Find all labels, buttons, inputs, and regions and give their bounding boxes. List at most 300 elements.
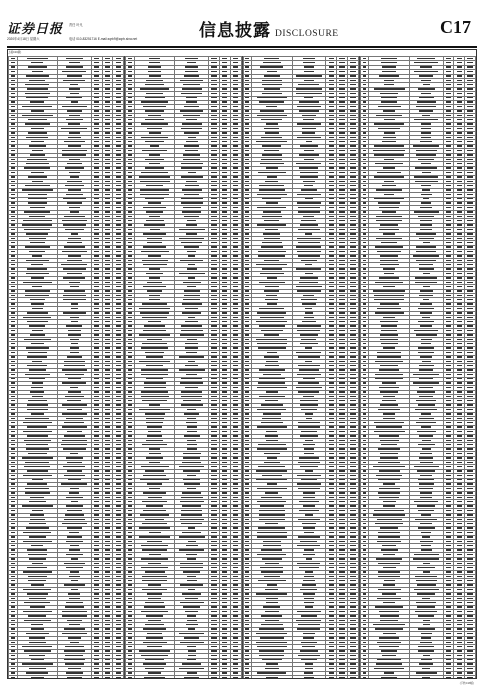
cell-text-mark [11,615,15,616]
cell-text-mark [149,58,161,59]
cell-text-mark [187,646,196,647]
cell-text-mark [211,391,216,392]
cell-text-mark [105,123,110,124]
cell-text-mark [11,80,15,81]
cell-text-mark [233,167,238,168]
cell-text-mark [94,396,99,397]
cell-text-mark [94,330,99,331]
cell-text-mark [31,62,43,63]
page-number: C17 [440,17,471,37]
cell-text-mark [94,110,99,111]
cell-text-mark [339,88,344,89]
cell-text-mark [128,409,132,410]
cell-text-mark [211,435,216,436]
cell-text-mark [23,282,52,283]
cell-text-mark [29,637,45,638]
cell-text-mark [144,224,165,225]
cell-text-mark [233,404,238,405]
cell-text-mark [116,216,121,217]
cell-text-mark [11,356,15,357]
cell-text-mark [105,523,110,524]
cell-text-mark [105,541,110,542]
cell-text-mark [233,295,238,296]
cell-text-mark [128,207,132,208]
cell-text-mark [116,123,121,124]
cell-text-mark [116,571,121,572]
cell-text-mark [245,119,249,120]
cell-text-mark [11,330,15,331]
cell-text-mark [65,229,84,230]
cell-text-mark [65,606,84,607]
cell-text-mark [65,646,84,647]
cell-text-mark [183,282,201,283]
cell-text-mark [128,110,132,111]
cell-text-mark [296,88,322,89]
cell-text-mark [105,352,110,353]
cell-text-mark [339,62,344,63]
cell-text-mark [222,339,227,340]
cell-text-mark [303,62,315,63]
cell-text-mark [94,308,99,309]
cell-text-mark [24,211,50,212]
cell-text-mark [11,611,15,612]
cell-text-mark [211,352,216,353]
cell-text-mark [128,290,132,291]
cell-text-mark [329,84,334,85]
cell-text-mark [116,145,121,146]
cell-text-mark [116,584,121,585]
cell-text-mark [116,523,121,524]
cell-text-mark [94,558,99,559]
cell-text-mark [94,106,99,107]
cell-text-mark [94,514,99,515]
cell-text-mark [66,66,83,67]
cell-text-mark [94,273,99,274]
cell-text-mark [116,115,121,116]
cell-text-mark [188,137,196,138]
cell-text-mark [94,233,99,234]
cell-text-mark [233,115,238,116]
cell-text-mark [116,470,121,471]
cell-text-mark [263,62,281,63]
cell-text-mark [187,444,197,445]
cell-text-mark [64,365,85,366]
cell-text-mark [11,492,15,493]
cell-text-mark [128,536,132,537]
cell-text-mark [128,347,132,348]
cell-text-mark [32,510,43,511]
cell-text-mark [11,545,15,546]
cell-text-mark [105,115,110,116]
cell-text-mark [11,185,15,186]
cell-text-mark [184,295,200,296]
newspaper-logo: 证券日报 [7,22,64,37]
cell-text-mark [183,400,201,401]
cell-text-mark [182,462,200,463]
cell-text-mark [105,132,110,133]
cell-text-mark [105,448,110,449]
cell-text-mark [62,251,87,252]
cell-text-mark [222,290,227,291]
cell-text-mark [184,435,200,436]
cell-text-mark [233,224,238,225]
cell-text-mark [105,277,110,278]
cell-text-mark [211,624,216,625]
cell-text-mark [183,606,200,607]
cell-text-mark [128,558,132,559]
cell-text-mark [94,409,99,410]
cell-text-mark [128,273,132,274]
cell-text-mark [233,251,238,252]
cell-text-mark [11,141,15,142]
cell-text-mark [27,435,48,436]
cell-text-mark [70,286,80,287]
cell-text-mark [105,426,110,427]
cell-text-mark [28,580,46,581]
cell-text-mark [181,325,202,326]
cell-text-mark [105,576,110,577]
cell-text-mark [211,211,216,212]
cell-text-mark [116,347,121,348]
cell-text-mark [143,663,165,664]
cell-text-mark [222,97,227,98]
cell-text-mark [11,321,15,322]
cell-text-mark [143,510,165,511]
cell-text-mark [147,238,162,239]
cell-text-mark [94,606,99,607]
cell-text-mark [11,576,15,577]
cell-text-mark [116,646,121,647]
cell-text-mark [11,396,15,397]
cell-text-mark [222,440,227,441]
cell-text-mark [128,264,132,265]
cell-text-mark [145,519,163,520]
cell-text-mark [180,260,204,261]
cell-text-mark [145,97,165,98]
cell-text-mark [148,584,161,585]
cell-text-mark [105,444,110,445]
cell-text-mark [222,273,227,274]
cell-text-mark [188,255,195,256]
cell-text-mark [182,663,201,664]
cell-text-mark [27,356,47,357]
cell-text-mark [222,352,227,353]
cell-text-mark [128,224,132,225]
cell-text-mark [26,444,48,445]
cell-text-mark [222,396,227,397]
cell-text-mark [26,137,48,138]
cell-text-mark [142,580,168,581]
cell-text-mark [211,242,216,243]
cell-text-mark [233,431,238,432]
cell-text-mark [105,466,110,467]
cell-text-mark [128,457,132,458]
cell-text-mark [30,497,44,498]
cell-text-mark [329,97,334,98]
cell-text-mark [141,396,169,397]
cell-text-mark [30,606,45,607]
cell-text-mark [211,650,216,651]
cell-text-mark [11,624,15,625]
cell-text-mark [233,413,238,414]
cell-text-mark [105,369,110,370]
cell-text-mark [128,172,132,173]
cell-text-mark [22,457,53,458]
cell-text-mark [211,321,216,322]
table-cell [58,676,92,678]
cell-text-mark [94,312,99,313]
cell-text-mark [25,123,49,124]
cell-text-mark [116,154,121,155]
cell-text-mark [128,444,132,445]
cell-text-mark [262,93,282,94]
cell-text-mark [264,128,279,129]
cell-text-mark [185,58,199,59]
cell-text-mark [233,260,238,261]
cell-text-mark [28,453,47,454]
cell-text-mark [94,589,99,590]
cell-text-mark [222,198,227,199]
cell-text-mark [29,238,46,239]
cell-text-mark [211,541,216,542]
cell-text-mark [222,145,227,146]
cell-text-mark [105,71,110,72]
cell-text-mark [187,580,197,581]
cell-text-mark [233,637,238,638]
cell-text-mark [105,624,110,625]
cell-text-mark [105,268,110,269]
cell-text-mark [211,659,216,660]
cell-text-mark [303,58,314,59]
cell-text-mark [329,101,334,102]
cell-text-mark [211,663,216,664]
cell-text-mark [94,400,99,401]
cell-text-mark [141,123,168,124]
table-row [126,676,241,678]
cell-text-mark [211,132,216,133]
cell-text-mark [350,75,355,76]
cell-text-mark [147,483,162,484]
cell-text-mark [233,589,238,590]
cell-text-mark [211,668,216,669]
cell-text-mark [11,541,15,542]
cell-text-mark [149,62,161,63]
cell-text-mark [181,497,203,498]
cell-text-mark [211,62,216,63]
cell-text-mark [143,330,165,331]
cell-text-mark [259,101,284,102]
cell-text-mark [211,563,216,564]
cell-text-mark [128,576,132,577]
cell-text-mark [11,453,15,454]
cell-text-mark [116,440,121,441]
cell-text-mark [148,255,161,256]
cell-text-mark [222,492,227,493]
cell-text-mark [29,80,45,81]
table-cell [134,676,174,678]
cell-text-mark [68,637,82,638]
cell-text-mark [116,545,121,546]
cell-text-mark [233,646,238,647]
cell-text-mark [105,374,110,375]
cell-text-mark [28,352,47,353]
cell-text-mark [70,453,78,454]
cell-text-mark [105,409,110,410]
cell-text-mark [257,115,287,116]
cell-text-mark [181,128,202,129]
cell-text-mark [350,66,355,67]
cell-text-mark [11,308,15,309]
cell-text-mark [128,84,132,85]
cell-text-mark [211,387,216,388]
cell-text-mark [185,343,197,344]
cell-text-mark [11,299,15,300]
cell-text-mark [27,365,47,366]
cell-text-mark [11,378,15,379]
cell-text-mark [233,330,238,331]
cell-text-mark [222,365,227,366]
cell-text-mark [211,567,216,568]
cell-text-mark [299,110,320,111]
cell-text-mark [116,413,121,414]
cell-text-mark [31,628,44,629]
cell-text-mark [245,123,249,124]
cell-text-mark [94,119,99,120]
cell-text-mark [185,150,198,151]
cell-text-mark [222,637,227,638]
cell-text-mark [116,181,121,182]
cell-text-mark [128,286,132,287]
cell-text-mark [149,462,161,463]
cell-text-mark [222,119,227,120]
cell-text-mark [66,418,82,419]
cell-text-mark [116,655,121,656]
cell-text-mark [94,181,99,182]
cell-text-mark [11,479,15,480]
cell-text-mark [222,624,227,625]
cell-text-mark [233,106,238,107]
cell-text-mark [128,194,132,195]
cell-text-mark [94,488,99,489]
cell-text-mark [30,514,44,515]
cell-text-mark [116,238,121,239]
cell-text-mark [94,238,99,239]
table-cell [91,676,102,678]
cell-text-mark [128,593,132,594]
cell-text-mark [68,593,80,594]
cell-text-mark [116,264,121,265]
cell-text-mark [179,369,205,370]
cell-text-mark [94,268,99,269]
cell-text-mark [31,624,43,625]
cell-text-mark [145,470,164,471]
cell-text-mark [105,75,110,76]
cell-text-mark [28,202,48,203]
cell-text-mark [148,563,160,564]
cell-text-mark [105,422,110,423]
cell-text-mark [211,325,216,326]
cell-text-mark [339,106,344,107]
cell-text-mark [11,483,15,484]
cell-text-mark [233,422,238,423]
cell-text-mark [233,497,238,498]
cell-text-mark [128,479,132,480]
cell-text-mark [128,216,132,217]
cell-text-mark [186,224,197,225]
cell-text-mark [233,317,238,318]
cell-text-mark [140,181,170,182]
cell-text-mark [27,470,48,471]
cell-text-mark [116,514,121,515]
cell-text-mark [61,444,87,445]
cell-text-mark [139,650,170,651]
cell-text-mark [143,286,166,287]
cell-text-mark [63,268,87,269]
cell-text-mark [139,527,170,528]
cell-text-mark [94,62,99,63]
cell-text-mark [11,334,15,335]
cell-text-mark [187,220,195,221]
cell-text-mark [23,431,52,432]
cell-text-mark [64,650,84,651]
cell-text-mark [179,536,205,537]
cell-text-mark [211,295,216,296]
cell-text-mark [146,80,163,81]
cell-text-mark [68,479,82,480]
cell-text-mark [128,523,132,524]
cell-text-mark [211,216,216,217]
cell-text-mark [143,246,167,247]
cell-text-mark [69,598,80,599]
cell-text-mark [222,382,227,383]
cell-text-mark [187,558,196,559]
cell-text-mark [211,167,216,168]
cell-text-mark [105,633,110,634]
cell-text-mark [128,668,132,669]
cell-text-mark [183,479,200,480]
cell-text-mark [145,198,163,199]
cell-text-mark [23,611,52,612]
cell-text-mark [30,154,45,155]
cell-text-mark [94,510,99,511]
cell-text-mark [181,391,202,392]
cell-text-mark [222,457,227,458]
cell-text-mark [23,571,52,572]
cell-text-mark [233,172,238,173]
cell-text-mark [211,558,216,559]
cell-text-mark [26,260,49,261]
cell-text-mark [128,501,132,502]
cell-text-mark [141,369,169,370]
cell-text-mark [211,519,216,520]
cell-text-mark [179,229,205,230]
cell-text-mark [233,505,238,506]
cell-text-mark [222,141,227,142]
cell-text-mark [105,589,110,590]
cell-text-mark [350,115,355,116]
cell-text-mark [105,567,110,568]
cell-text-mark [142,317,167,318]
cell-text-mark [222,527,227,528]
cell-text-mark [211,523,216,524]
cell-text-mark [233,571,238,572]
cell-text-mark [116,229,121,230]
cell-text-mark [94,321,99,322]
cell-text-mark [222,163,227,164]
cell-text-mark [70,176,78,177]
cell-text-mark [233,628,238,629]
cell-text-mark [128,426,132,427]
